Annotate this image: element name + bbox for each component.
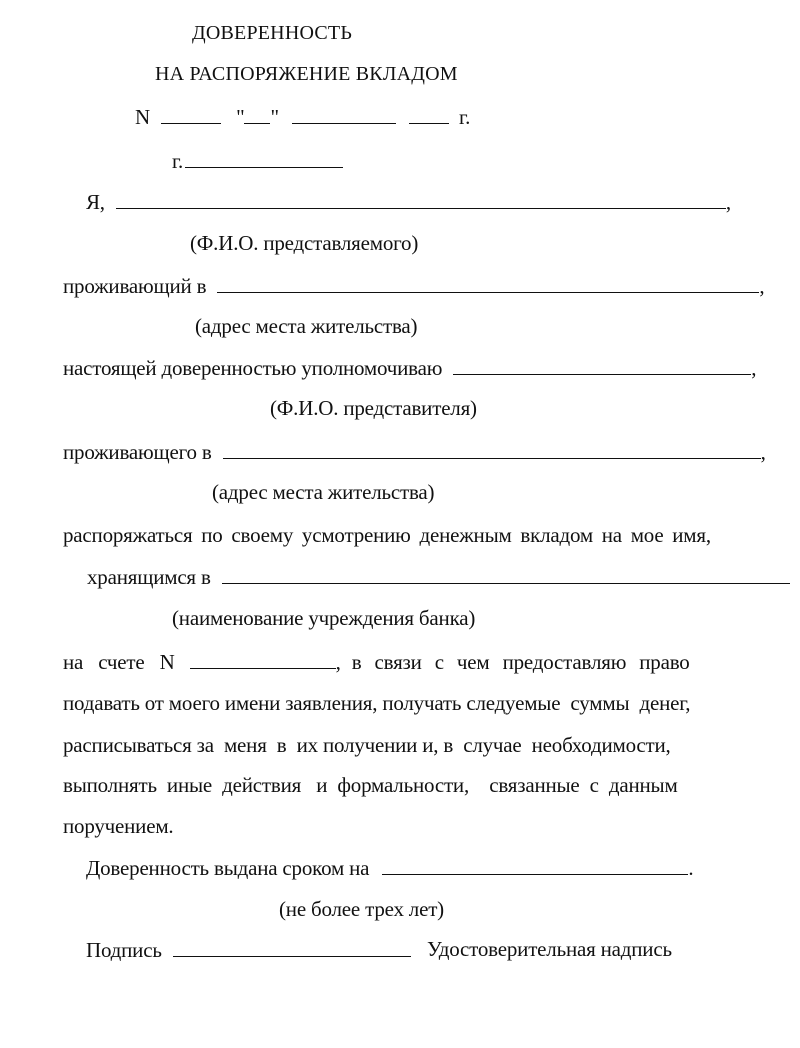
city-label: г. — [172, 149, 184, 173]
account-number-label: N — [159, 650, 175, 674]
representative-line — [63, 357, 756, 379]
representative-prefix: настоящей доверенностью уполномочиваю — [63, 356, 443, 380]
bank-name-blank[interactable] — [222, 566, 790, 584]
body-word: вкладом — [520, 523, 593, 547]
principal-address-caption: (адрес места жительства) — [195, 314, 418, 338]
bank-prefix: хранящимся в — [87, 565, 211, 589]
principal-prefix: Я, — [86, 190, 105, 214]
bank-caption: (наименование учреждения банка) — [172, 606, 476, 630]
body-word: своему — [231, 523, 294, 547]
account-word: в — [351, 650, 362, 674]
account-word: право — [639, 650, 690, 674]
body-line-5: расписываться за меня в их получении и, в случае необходимости, — [63, 733, 671, 757]
account-word: счете — [98, 650, 145, 674]
principal-line — [86, 191, 731, 213]
term-prefix: Доверенность выдана сроком на — [86, 856, 370, 880]
certification-label: Удостоверительная надпись — [427, 937, 672, 961]
signature-label: Подпись — [86, 938, 162, 962]
body-line-6: выполнять иные действия и формальности, связанные с данным — [63, 773, 678, 797]
account-number-blank[interactable] — [190, 651, 336, 669]
principal-name-blank[interactable] — [116, 191, 726, 209]
document-title: ДОВЕРЕННОСТЬ — [192, 22, 352, 44]
body-line-7: поручением. — [63, 814, 174, 838]
body-word: мое — [630, 523, 664, 547]
representative-address-line — [63, 441, 766, 463]
body-line-1 — [63, 525, 711, 546]
account-word: с — [434, 650, 444, 674]
body-word: имя, — [672, 523, 711, 547]
principal-address-line — [63, 275, 764, 297]
year-blank[interactable] — [409, 106, 449, 124]
principal-suffix: , — [725, 190, 731, 214]
signature-line — [86, 939, 411, 961]
number-date-line — [135, 106, 470, 128]
quote-close: " — [270, 105, 279, 129]
principal-caption: (Ф.И.О. представляемого) — [190, 231, 419, 255]
term-suffix: . — [688, 856, 694, 880]
representative-name-blank[interactable] — [453, 357, 751, 375]
city-line — [172, 150, 343, 172]
principal-address-blank[interactable] — [217, 275, 759, 293]
day-blank[interactable] — [244, 106, 270, 124]
account-word: предоставляю — [502, 650, 627, 674]
account-word: чем — [456, 650, 490, 674]
body-line-4: подавать от моего имени заявления, получать следуемые суммы денег, — [63, 691, 691, 715]
term-line — [86, 857, 693, 879]
quote-open: " — [236, 105, 245, 129]
representative-address-caption: (адрес места жительства) — [212, 480, 435, 504]
bank-line — [87, 566, 790, 588]
body-word: денежным — [419, 523, 512, 547]
representative-address-blank[interactable] — [223, 441, 761, 459]
term-blank[interactable] — [382, 857, 688, 875]
signature-blank[interactable] — [173, 939, 411, 957]
body-word: распоряжаться — [63, 523, 193, 547]
term-caption: (не более трех лет) — [279, 897, 444, 921]
body-word: усмотрению — [301, 523, 411, 547]
account-line — [63, 651, 690, 673]
month-blank[interactable] — [292, 106, 396, 124]
representative-caption: (Ф.И.О. представителя) — [270, 396, 477, 420]
body-word: по — [201, 523, 223, 547]
account-word: , — [335, 650, 341, 674]
principal-address-suffix: , — [759, 274, 765, 298]
account-word: на — [63, 650, 84, 674]
representative-address-suffix: , — [760, 440, 766, 464]
account-word: связи — [374, 650, 422, 674]
city-blank[interactable] — [185, 150, 343, 168]
principal-address-prefix: проживающий в — [63, 274, 207, 298]
year-suffix: г. — [459, 105, 471, 129]
representative-address-prefix: проживающего в — [63, 440, 212, 464]
number-blank[interactable] — [161, 106, 221, 124]
number-label: N — [135, 105, 150, 129]
document-subtitle: НА РАСПОРЯЖЕНИЕ ВКЛАДОМ — [155, 63, 458, 85]
body-word: на — [601, 523, 622, 547]
representative-suffix: , — [751, 356, 757, 380]
